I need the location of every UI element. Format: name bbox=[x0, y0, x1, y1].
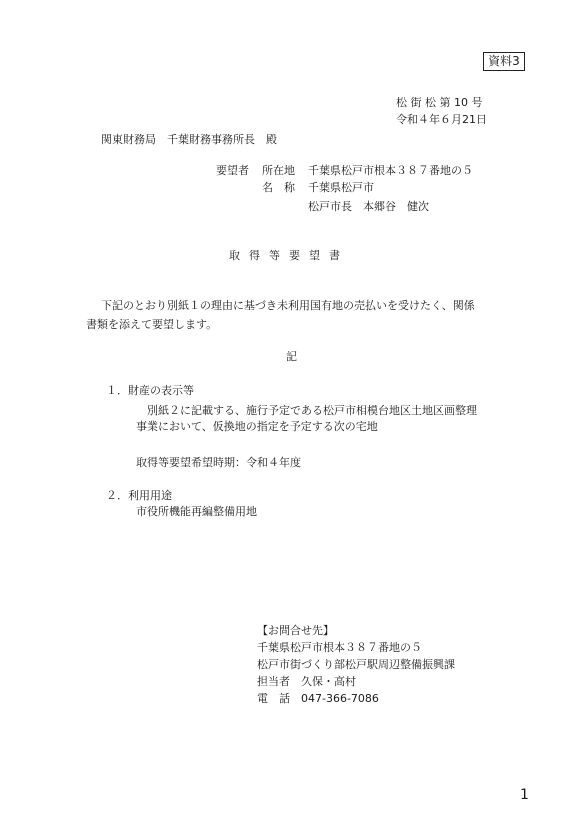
body-line-2: 書類を添えて要望します。 bbox=[86, 318, 218, 331]
requester-label: 要望者 bbox=[216, 164, 249, 177]
location-label: 所在地 bbox=[262, 164, 295, 177]
document-badge: 資料3 bbox=[483, 52, 525, 71]
section-1-line-2: 事業において、仮換地の指定を予定する次の宅地 bbox=[136, 420, 378, 433]
body-line-1: 下記のとおり別紙１の理由に基づき未利用国有地の売払いを受けたく、関係 bbox=[101, 299, 475, 312]
mayor-signature: 松戸市長 本郷谷 健次 bbox=[308, 200, 429, 213]
contact-heading: 【お問合せ先】 bbox=[257, 624, 334, 637]
addressee: 関東財務局 千葉財務事務所長 殿 bbox=[101, 133, 277, 146]
document-number: 松 街 松 第 10 号 bbox=[396, 96, 483, 109]
contact-person: 担当者 久保・高村 bbox=[257, 675, 356, 688]
document-title: 取得等要望書 bbox=[229, 249, 349, 262]
desired-period: 取得等要望希望時期：令和４年度 bbox=[136, 456, 301, 469]
section-2-heading: ２．利用用途 bbox=[106, 489, 172, 502]
section-1-line-1: 別紙２に記載する、施行予定である松戸市相模台地区土地区画整理 bbox=[147, 404, 477, 417]
name-label: 名 称 bbox=[262, 181, 295, 194]
ki-heading: 記 bbox=[286, 350, 297, 363]
page-number: 1 bbox=[520, 787, 529, 803]
contact-department: 松戸市街づくり部松戸駅周辺整備振興課 bbox=[257, 658, 455, 671]
location-value: 千葉県松戸市根本３８７番地の５ bbox=[308, 164, 473, 177]
contact-phone: 電 話 047-366-7086 bbox=[257, 692, 379, 705]
name-value: 千葉県松戸市 bbox=[308, 181, 374, 194]
contact-address: 千葉県松戸市根本３８７番地の５ bbox=[257, 641, 422, 654]
section-1-heading: １．財産の表示等 bbox=[106, 384, 194, 397]
section-2-body: 市役所機能再編整備用地 bbox=[136, 505, 257, 518]
document-date: 令和４年６月21日 bbox=[396, 113, 487, 126]
